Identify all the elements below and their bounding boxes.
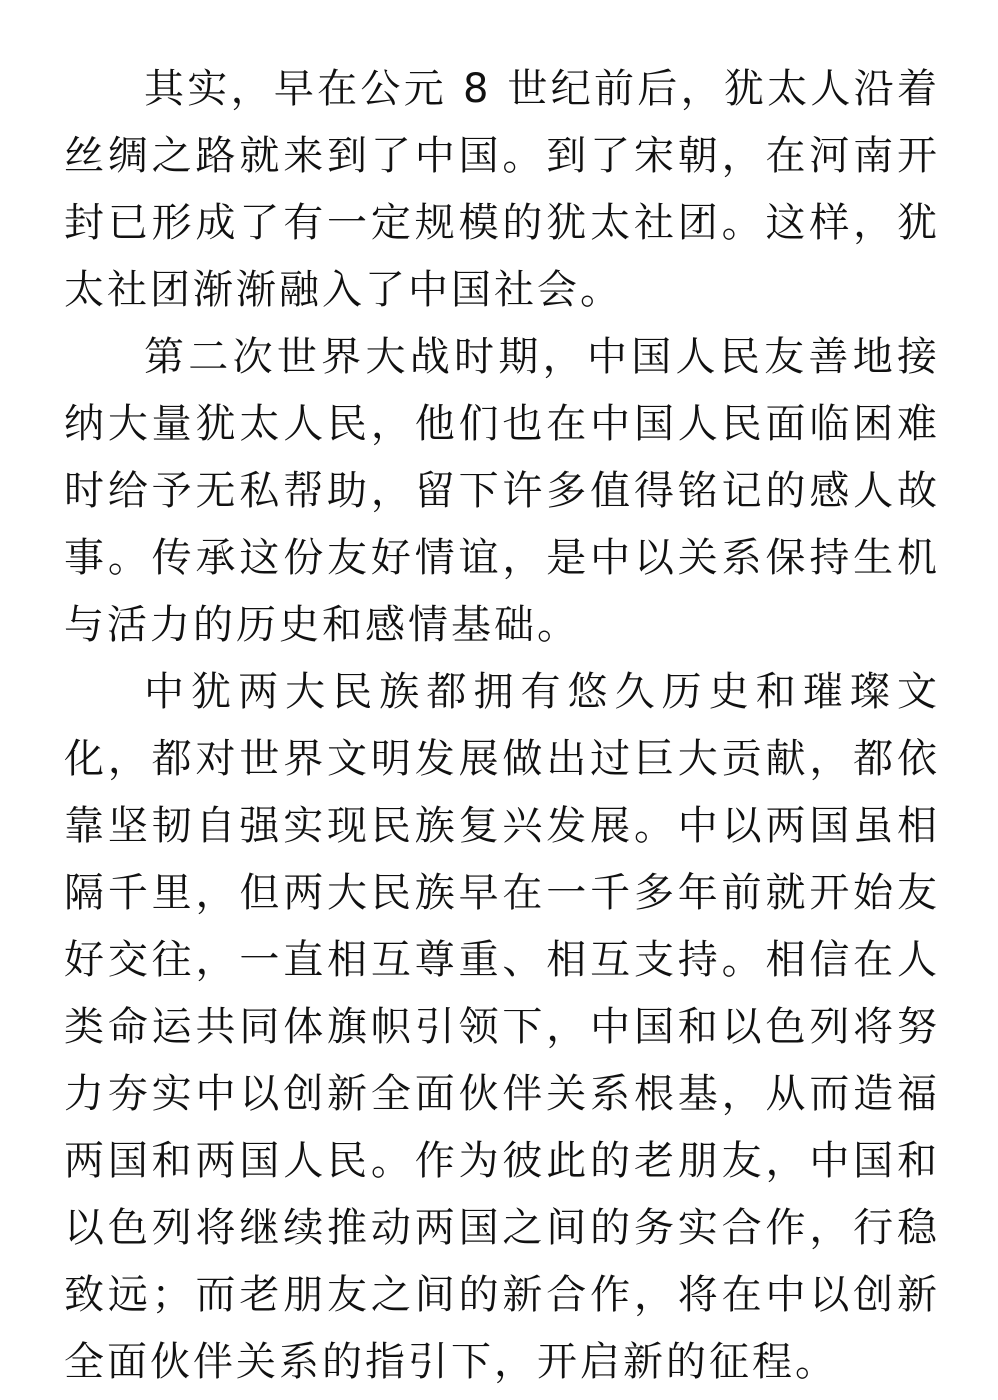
paragraph-1: 其实，早在公元 8 世纪前后，犹太人沿着丝绸之路就来到了中国。到了宋朝，在河南开封已形成了有一定规模的犹太社团。这样，犹太社团渐渐融入了中国社会。	[64, 66, 940, 313]
paragraph-2: 第二次世界大战时期，中国人民友善地接纳大量犹太人民，他们也在中国人民面临困难时给予无私帮助，留下许多值得铭记的感人故事。传承这份友好情谊，是中以关系保持生机与活力的历史和感情基础。	[64, 334, 940, 648]
article-body	[64, 56, 940, 1396]
paragraph-3: 中犹两大民族都拥有悠久历史和璀璨文化，都对世界文明发展做出过巨大贡献，都依靠坚韧自强实现民族复兴发展。中以两国虽相隔千里，但两大民族早在一千多年前就开始友好交往，一直相互尊重、相互支持。相信在人类命运共同体旗帜引领下，中国和以色列将努力夯实中以创新全面伙伴关系根基，从而造福两国和两国人民。作为彼此的老朋友，中国和以色列将继续推动两国之间的务实合作，行稳致远；而老朋友之间的新合作，将在中以创新全面伙伴关系的指引下，开启新的征程。	[64, 669, 940, 1385]
